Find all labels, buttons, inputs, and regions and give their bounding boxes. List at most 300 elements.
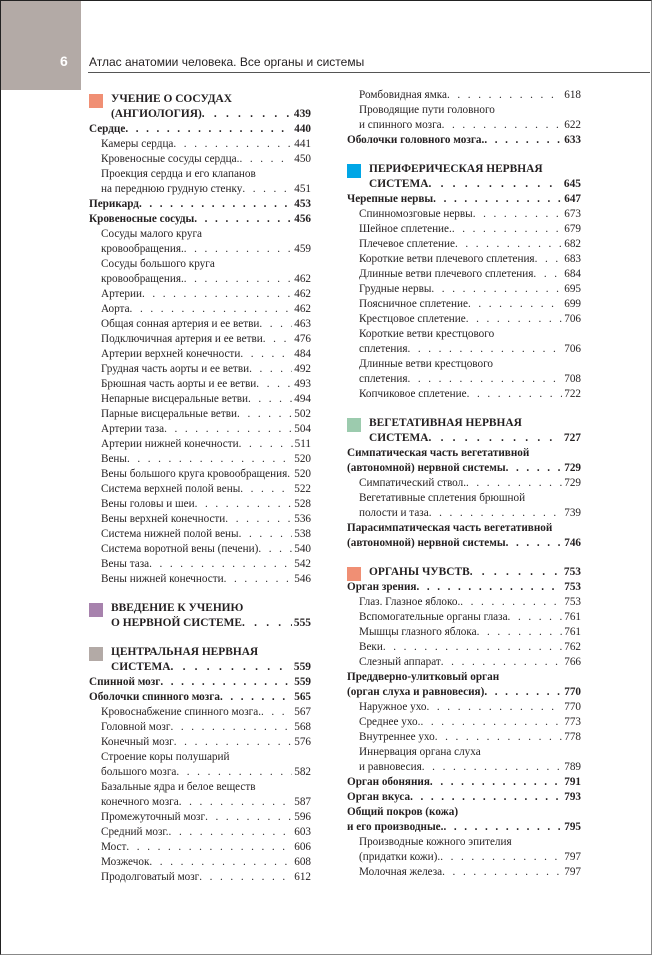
toc-page-number: 727 (563, 432, 581, 444)
toc-entry-row (359, 730, 581, 745)
toc-entry[interactable] (347, 312, 581, 327)
toc-page-number: 706 (564, 313, 581, 325)
toc-page-number: 568 (294, 721, 311, 733)
dot-leader (174, 735, 292, 750)
toc-entry-row (347, 461, 581, 476)
toc-entry-title: Спинной мозг (89, 676, 161, 688)
toc-page-number: 673 (564, 208, 581, 220)
dot-leader (173, 137, 292, 152)
dot-leader (199, 870, 292, 885)
toc-entry-row (111, 660, 311, 675)
toc-page-number: 453 (294, 198, 311, 210)
dot-leader (179, 795, 293, 810)
toc-entry-title: Оболочки головного мозга. (347, 134, 485, 146)
toc-entry[interactable] (89, 257, 311, 287)
dot-leader (242, 616, 292, 631)
dot-leader (220, 690, 292, 705)
toc-entry[interactable] (347, 491, 581, 521)
toc-entry[interactable] (347, 730, 581, 745)
toc-entry-title: Камеры сердца (101, 138, 174, 150)
toc-page-number: 536 (294, 513, 311, 525)
toc-entry-title: (АНГИОЛОГИЯ) (111, 108, 202, 120)
toc-entry[interactable] (89, 347, 311, 362)
toc-entry-row (369, 565, 581, 580)
toc-entry-title: Ромбовидная ямка (359, 89, 448, 101)
toc-entry[interactable] (89, 137, 311, 152)
toc-entry[interactable] (89, 735, 311, 750)
toc-entry-row (101, 810, 311, 825)
toc-entry[interactable] (89, 392, 311, 407)
dot-leader (407, 342, 562, 357)
toc-entry-title-line: Парасимпатическая часть вегетативной (347, 522, 553, 534)
toc-entry-title: сплетения (359, 373, 408, 385)
toc-entry-row (101, 332, 311, 347)
toc-entry-row (101, 182, 311, 197)
toc-entry-title: (орган слуха и равновесия) (347, 686, 485, 698)
toc-entry[interactable] (89, 705, 311, 720)
toc-entry[interactable] (89, 227, 311, 257)
toc-entry[interactable] (89, 720, 311, 735)
dot-leader (443, 820, 562, 835)
toc-page-number: 476 (294, 333, 311, 345)
toc-entry-title-line: Базальные ядра и белое веществ (101, 781, 256, 793)
toc-entry-row (111, 107, 311, 122)
toc-entry-title-line: Общий покров (кожа) (347, 806, 459, 818)
toc-entry-title: (автономной) нервной системы (347, 462, 506, 474)
header-rule (88, 72, 650, 73)
toc-section[interactable] (89, 92, 311, 122)
toc-entry[interactable] (89, 212, 311, 227)
toc-entry-title: (автономной) нервной системы (347, 537, 506, 549)
toc-entry[interactable] (347, 835, 581, 865)
toc-page-number: 753 (563, 566, 581, 578)
dot-leader (506, 461, 563, 476)
toc-entry[interactable] (89, 557, 311, 572)
toc-entry-row (101, 362, 311, 377)
toc-page-number: 441 (294, 138, 311, 150)
toc-page-number: 684 (564, 268, 581, 280)
toc-entry-row (101, 795, 311, 810)
toc-entry-title: Короткие ветви плечевого сплетения (359, 253, 535, 265)
toc-entry-row (347, 192, 581, 207)
toc-page-number: 542 (294, 558, 311, 570)
toc-entry-row (89, 212, 311, 227)
toc-entry-title: конечного мозга (101, 796, 179, 808)
toc-entry-row (347, 790, 581, 805)
toc-entry-title: Промежуточный мозг (101, 811, 206, 823)
toc-entry[interactable] (89, 750, 311, 780)
toc-entry[interactable] (89, 870, 311, 885)
section-color-square (89, 647, 103, 661)
dot-leader (149, 855, 292, 870)
toc-page-number: 528 (294, 498, 311, 510)
toc-entry[interactable] (347, 700, 581, 715)
toc-entry-row (101, 377, 311, 392)
toc-entry-row (101, 392, 311, 407)
toc-entry[interactable] (347, 865, 581, 880)
toc-entry-row (89, 675, 311, 690)
toc-page-number: 722 (564, 388, 581, 400)
toc-entry[interactable] (89, 287, 311, 302)
toc-entry-title: Вены верхней конечности (101, 513, 226, 525)
dot-leader (263, 332, 292, 347)
toc-page-number: 462 (294, 288, 311, 300)
toc-entry-title-line: Сосуды малого круга (101, 228, 203, 240)
toc-page-number: 502 (294, 408, 311, 420)
toc-page-number: 789 (564, 761, 581, 773)
toc-entry-row (347, 580, 581, 595)
dot-leader (149, 557, 292, 572)
toc-entry[interactable] (347, 207, 581, 222)
toc-entry[interactable] (89, 810, 311, 825)
toc-entry-title-line: УЧЕНИЕ О СОСУДАХ (111, 93, 232, 105)
toc-entry[interactable] (89, 122, 311, 137)
toc-entry[interactable] (89, 482, 311, 497)
toc-entry-title: Система воротной вены (печени) (101, 543, 259, 555)
dot-leader (248, 392, 292, 407)
toc-entry-title-line: ПЕРИФЕРИЧЕСКАЯ НЕРВНАЯ (369, 163, 543, 175)
toc-entry-row (359, 267, 581, 282)
dot-leader (477, 625, 563, 640)
dot-leader (194, 212, 292, 227)
toc-entry[interactable] (89, 467, 311, 482)
toc-entry-title: Длинные ветви плечевого сплетения (359, 268, 534, 280)
toc-section[interactable] (347, 565, 581, 580)
toc-entry[interactable] (347, 133, 581, 148)
toc-entry-row (101, 840, 311, 855)
toc-entry-title-line: Вегетативные сплетения брюшной (359, 492, 526, 504)
toc-entry-row (101, 242, 311, 257)
toc-entry[interactable] (347, 446, 581, 476)
dot-leader (430, 775, 562, 790)
toc-entry[interactable] (347, 640, 581, 655)
dot-leader (239, 152, 292, 167)
toc-entry[interactable] (347, 775, 581, 790)
toc-entry-title: Веки (359, 641, 383, 653)
toc-entry-row (359, 476, 581, 491)
toc-entry-row (101, 272, 311, 287)
toc-page-number: 746 (564, 537, 581, 549)
toc-entry[interactable] (89, 152, 311, 167)
toc-entry[interactable] (89, 512, 311, 527)
toc-entry[interactable] (89, 690, 311, 705)
dot-leader (442, 865, 562, 880)
section-color-square (89, 94, 103, 108)
dot-leader (383, 640, 562, 655)
dot-leader (422, 760, 562, 775)
toc-entry-title: Копчиковое сплетение (359, 388, 467, 400)
toc-entry[interactable] (347, 222, 581, 237)
dot-leader (258, 542, 292, 557)
toc-entry[interactable] (347, 790, 581, 805)
toc-entry-title: О НЕРВНОЙ СИСТЕМЕ (111, 617, 243, 629)
toc-entry[interactable] (347, 805, 581, 835)
dot-leader (442, 118, 563, 133)
toc-entry-title: Перикард (89, 198, 139, 210)
dot-leader (259, 317, 292, 332)
dot-leader (410, 790, 562, 805)
toc-entry-row (101, 572, 311, 587)
toc-page-number: 459 (294, 243, 311, 255)
toc-entry-row (359, 252, 581, 267)
toc-page-number: 511 (294, 438, 311, 450)
toc-entry[interactable] (89, 377, 311, 392)
toc-page-number: 797 (564, 851, 581, 863)
toc-entry-row (359, 372, 581, 387)
dot-leader (195, 497, 293, 512)
toc-entry[interactable] (347, 103, 581, 133)
dot-leader (261, 705, 292, 720)
dot-leader (407, 372, 562, 387)
toc-page-number: 538 (294, 528, 311, 540)
toc-entry[interactable] (347, 476, 581, 491)
dot-leader (160, 675, 292, 690)
toc-page-number: 618 (564, 89, 581, 101)
dot-leader (142, 287, 292, 302)
dot-leader (435, 730, 563, 745)
toc-entry-row (101, 705, 311, 720)
toc-entry-title-line: Проекция сердца и его клапанов (101, 168, 256, 180)
toc-page-number: 753 (564, 596, 581, 608)
toc-entry-title: Спинномозговые нервы (359, 208, 473, 220)
dot-leader (256, 377, 292, 392)
toc-entry-row (359, 387, 581, 402)
toc-entry-row (359, 342, 581, 357)
toc-page-number: 729 (564, 477, 581, 489)
dot-leader (535, 252, 563, 267)
dot-leader (470, 565, 562, 580)
toc-page-number: 520 (294, 453, 311, 465)
toc-entry[interactable] (89, 452, 311, 467)
toc-entry-title: Мост (101, 841, 127, 853)
toc-entry[interactable] (89, 332, 311, 347)
toc-entry[interactable] (89, 197, 311, 212)
toc-entry[interactable] (347, 327, 581, 357)
toc-page-number: 565 (294, 691, 311, 703)
toc-entry-title: кровообращения. (101, 273, 184, 285)
toc-entry-title-line: Иннервация органа слуха (359, 746, 481, 758)
toc-entry-row (359, 312, 581, 327)
toc-entry[interactable] (89, 855, 311, 870)
toc-entry-title: Вены большого круга кровообращения (101, 468, 288, 480)
toc-page-number: 462 (294, 303, 311, 315)
toc-entry[interactable] (89, 675, 311, 690)
toc-entry-row (359, 850, 581, 865)
toc-entry-title: Артерии (101, 288, 142, 300)
toc-page-number: 773 (564, 716, 581, 728)
dot-leader (170, 720, 292, 735)
toc-page-number: 699 (564, 298, 581, 310)
toc-entry-row (347, 133, 581, 148)
toc-entry-row (359, 760, 581, 775)
dot-leader (533, 267, 562, 282)
toc-entry-row (359, 88, 581, 103)
toc-entry-row (101, 347, 311, 362)
toc-section[interactable] (89, 601, 311, 631)
toc-entry[interactable] (347, 580, 581, 595)
toc-entry[interactable] (89, 527, 311, 542)
toc-column-left (89, 86, 311, 885)
toc-page-number: 797 (564, 866, 581, 878)
toc-page-number: 633 (564, 134, 581, 146)
toc-entry-row (359, 207, 581, 222)
toc-page-number: 793 (564, 791, 581, 803)
dot-leader (455, 237, 562, 252)
toc-entry-title: Молочная железа (359, 866, 443, 878)
toc-entry[interactable] (347, 745, 581, 775)
toc-page-number: 494 (294, 393, 311, 405)
toc-entry-title: СИСТЕМА (111, 661, 171, 673)
toc-entry[interactable] (347, 282, 581, 297)
toc-entry-title: Крестцовое сплетение (359, 313, 466, 325)
dot-leader (447, 88, 562, 103)
toc-entry-title-line: Преддверно-улитковый орган (347, 671, 500, 683)
toc-entry[interactable] (89, 167, 311, 197)
dot-leader (428, 431, 561, 446)
dot-leader (169, 825, 293, 840)
toc-entry-title: Вены головы и шеи (101, 498, 195, 510)
toc-entry-row (347, 820, 581, 835)
toc-entry[interactable] (347, 192, 581, 207)
toc-entry-row (347, 536, 581, 551)
toc-page-number: 706 (564, 343, 581, 355)
toc-entry-row (347, 775, 581, 790)
toc-entry-row (369, 177, 581, 192)
toc-entry[interactable] (89, 437, 311, 452)
toc-entry-row (359, 865, 581, 880)
toc-entry-row (359, 715, 581, 730)
toc-entry-row (101, 542, 311, 557)
toc-entry[interactable] (89, 317, 311, 332)
toc-entry[interactable] (347, 387, 581, 402)
running-title: Атлас анатомии человека. Все органы и системы (89, 55, 365, 69)
toc-entry-title: Общая сонная артерия и ее ветви (101, 318, 260, 330)
toc-page-number: 753 (564, 581, 581, 593)
dot-leader (466, 312, 562, 327)
toc-section[interactable] (89, 645, 311, 675)
toc-entry[interactable] (347, 625, 581, 640)
toc-page-number: 582 (294, 766, 311, 778)
toc-entry[interactable] (89, 780, 311, 810)
toc-page-number: 791 (564, 776, 581, 788)
toc-page-number: 559 (294, 676, 311, 688)
toc-entry[interactable] (89, 497, 311, 512)
toc-entry[interactable] (89, 362, 311, 377)
toc-entry-title: ОРГАНЫ ЧУВСТВ (369, 566, 470, 578)
toc-entry[interactable] (347, 252, 581, 267)
toc-entry-row (101, 512, 311, 527)
toc-entry[interactable] (347, 267, 581, 282)
toc-entry[interactable] (89, 407, 311, 422)
section-color-square (347, 164, 361, 178)
toc-page-number: 761 (564, 611, 581, 623)
toc-page-number: 647 (564, 193, 581, 205)
toc-entry-title-line: Проводящие пути головного (359, 104, 495, 116)
page-number-tab (1, 1, 81, 90)
toc-entry-row (101, 407, 311, 422)
toc-section[interactable] (347, 162, 581, 192)
toc-column-right (347, 88, 581, 880)
toc-entry-title: Продолговатый мозг (101, 871, 200, 883)
toc-entry-title: Аорта (101, 303, 130, 315)
toc-entry-title: Оболочки спинного мозга (89, 691, 220, 703)
toc-entry[interactable] (89, 840, 311, 855)
toc-page-number: 546 (294, 573, 311, 585)
toc-entry-title: большого мозга (101, 766, 177, 778)
toc-entry[interactable] (347, 88, 581, 103)
dot-leader (184, 242, 292, 257)
toc-entry[interactable] (89, 572, 311, 587)
toc-page-number: 729 (564, 462, 581, 474)
toc-entry[interactable] (347, 670, 581, 700)
toc-entry-row (369, 431, 581, 446)
toc-entry[interactable] (347, 610, 581, 625)
toc-page-number: 766 (564, 656, 581, 668)
toc-entry[interactable] (347, 237, 581, 252)
dot-leader (440, 850, 562, 865)
toc-page-number: 484 (294, 348, 311, 360)
toc-page-number: 622 (564, 119, 581, 131)
toc-entry-title: Средний мозг. (101, 826, 169, 838)
toc-entry-row (359, 118, 581, 133)
toc-entry-title: Подключичная артерия и ее ветви (101, 333, 263, 345)
dot-leader (427, 700, 563, 715)
toc-entry-row (101, 302, 311, 317)
toc-page-number: 493 (294, 378, 311, 390)
toc-entry[interactable] (89, 825, 311, 840)
toc-entry-title: Кровеносные сосуды сердца. (101, 153, 240, 165)
toc-entry-title-line: Симпатическая часть вегетативной (347, 447, 530, 459)
toc-page-number: 520 (294, 468, 311, 480)
toc-entry-title-line: Производные кожного эпителия (359, 836, 512, 848)
toc-page-number: 522 (294, 483, 311, 495)
toc-entry[interactable] (89, 422, 311, 437)
toc-page-number: 504 (294, 423, 311, 435)
toc-entry-title: кровообращения. (101, 243, 184, 255)
toc-entry[interactable] (347, 595, 581, 610)
toc-entry-row (359, 222, 581, 237)
dot-leader (428, 177, 561, 192)
toc-page-number: 450 (294, 153, 311, 165)
toc-entry-title: Вены таза (101, 558, 150, 570)
dot-leader (242, 182, 292, 197)
toc-entry[interactable] (89, 302, 311, 317)
toc-section[interactable] (347, 416, 581, 446)
toc-entry[interactable] (347, 521, 581, 551)
toc-entry-title: Непарные висцеральные ветви (101, 393, 248, 405)
toc-entry[interactable] (347, 297, 581, 312)
dot-leader (460, 595, 562, 610)
toc-page-number: 762 (564, 641, 581, 653)
toc-entry[interactable] (347, 715, 581, 730)
toc-entry[interactable] (347, 357, 581, 387)
toc-page-number: 708 (564, 373, 581, 385)
dot-leader (452, 222, 562, 237)
dot-leader (125, 122, 292, 137)
toc-entry[interactable] (347, 655, 581, 670)
toc-page-number: 603 (294, 826, 311, 838)
section-color-square (347, 418, 361, 432)
toc-entry-title: и его производные. (347, 821, 444, 833)
dot-leader (467, 387, 563, 402)
toc-entry-title: СИСТЕМА (369, 432, 429, 444)
toc-entry-title: Артерии верхней конечности (101, 348, 241, 360)
toc-entry[interactable] (89, 542, 311, 557)
toc-entry-row (359, 655, 581, 670)
toc-entry-row (101, 765, 311, 780)
toc-entry-row (101, 452, 311, 467)
toc-entry-title: Внутреннее ухо (359, 731, 435, 743)
